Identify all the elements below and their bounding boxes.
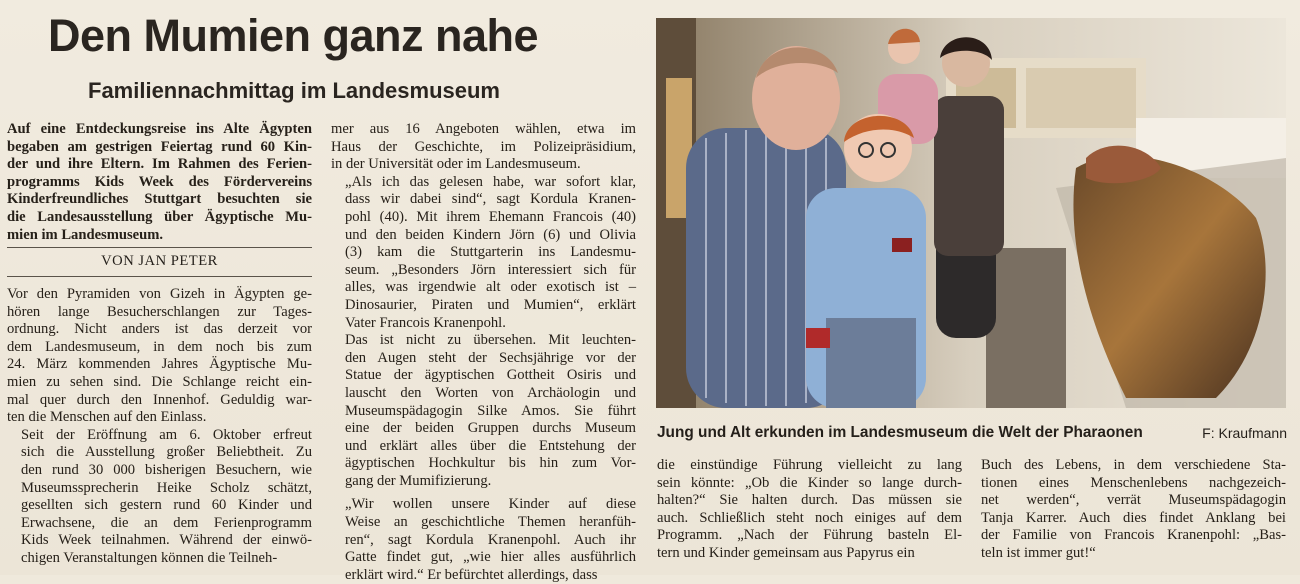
lead-paragraph <box>7 121 312 244</box>
text-line: net werden“, verrät Museumspädagogin <box>981 492 1286 509</box>
text-line: Auf eine Entdeckungsreise ins Alte Ägypten <box>7 121 312 137</box>
text-line: der und ihre Eltern. Im Rahmen des Ferien- <box>7 156 312 173</box>
text-line: seum. „Besonders Jörn interessiert sich für <box>345 261 636 278</box>
column-4 <box>981 457 1286 563</box>
text-line: alles, was irgendwie alt oder exotisch ist – <box>345 279 636 296</box>
text-line: „Wir wollen unsere Kinder auf diese <box>345 496 636 513</box>
rule-top <box>7 247 312 248</box>
text-line: „Als ich das gelesen habe, war sofort klar, <box>345 173 636 190</box>
rule-bottom <box>7 276 312 277</box>
paragraph <box>7 286 312 427</box>
photo-illustration <box>656 18 1286 408</box>
paragraph <box>7 427 312 568</box>
text-line: der Familie von Francois Kranenpohl: „Bas- <box>981 527 1286 544</box>
text-line: ordnung. Nicht anders ist das derzeit vor <box>7 321 312 338</box>
text-line: dem Landesmuseum, in dem noch bis zum <box>7 338 312 355</box>
text-line: Programm. „Nach der Führung basteln El- <box>657 527 962 544</box>
text-line: auch. Schließlich steht noch einiges auf dem <box>657 509 962 526</box>
text-line: Tanja Karrer. Auch dies findet Anklang bei <box>981 509 1286 526</box>
text-line: Kids Week teilnahmen. Während der einwö- <box>21 532 312 549</box>
photo-credit: F: Kraufmann <box>1202 425 1287 441</box>
text-line: die Landesausstellung über Ägyptische Mu- <box>7 208 312 225</box>
text-line: erklärt wird.“ Er befürchtet allerdings, dass <box>345 566 598 583</box>
text-line: Kinderfreundliches Stuttgart besuchten sie <box>7 191 312 208</box>
text-line: Museumspädagogin Silke Amos. Sie führt <box>345 402 636 419</box>
text-line: Buch des Lebens, in dem verschiedene Sta- <box>981 457 1286 473</box>
text-line: Gatte findet gut, „wie hier alles ausführlich <box>345 549 636 566</box>
text-line: programms Kids Week des Fördervereins <box>7 173 312 190</box>
text-line: die einstündige Führung vielleicht zu lang <box>657 457 962 473</box>
text-line: hören lange Besucherschlangen zur Tages- <box>7 303 312 320</box>
text-line: mer aus 16 Angeboten wählen, etwa im <box>331 121 636 137</box>
text-line: ten die Menschen auf den Einlass. <box>7 409 207 426</box>
headline: Den Mumien ganz nahe <box>48 10 539 61</box>
text-line: teln ist immer gut!“ <box>981 544 1096 561</box>
text-line: begaben am gestrigen Feiertag rund 60 Kin- <box>7 138 312 155</box>
text-line: Erwachsene, die an dem Ferienprogramm <box>21 514 312 531</box>
text-line: dass wir dabei sind“, sagt Kordula Kranen- <box>345 191 636 208</box>
text-line: 24. März kommenden Jahres Ägyptische Mu- <box>7 356 312 373</box>
text-line: sein könnte: „Ob die Kinder so lange durch- <box>657 474 962 491</box>
text-line: in der Universität oder im Landesmuseum. <box>331 156 581 173</box>
byline: VON JAN PETER <box>101 253 218 269</box>
text-line: Statue der ägyptischen Gottheit Osiris und <box>345 367 636 384</box>
text-line: Dinosaurier, Piraten und Mumien“, erklärt <box>345 296 636 313</box>
text-line: halten?“ Sie halten durch. Das müssen sie <box>657 492 962 509</box>
paragraph <box>331 174 636 332</box>
text-line: Das ist nicht zu übersehen. Mit leuchten- <box>345 332 636 349</box>
text-line: tern und Kinder gemeinsam aus Papyrus ein <box>657 544 915 561</box>
subheadline: Familiennachmittag im Landesmuseum <box>88 78 500 103</box>
text-line: gesellten sich gestern rund 60 Kinder und <box>21 497 312 514</box>
text-line: und erklärt alles über die Entstehung der <box>345 437 636 454</box>
column-1 <box>7 121 312 244</box>
text-line: den Augen steht der Sechsjährige vor der <box>345 349 636 366</box>
text-line: mien im Landesmuseum. <box>7 226 164 243</box>
paragraph <box>331 332 636 490</box>
paragraph <box>331 496 636 584</box>
text-line: ren“, sagt Kordula Kranenpohl. Auch ihr <box>345 531 636 548</box>
text-line: mal quer durch den Innenhof. Geduldig war- <box>7 391 312 408</box>
column-2 <box>331 121 636 584</box>
paragraph <box>981 457 1286 563</box>
text-line: Haus der Geschichte, im Polizeipräsidium, <box>331 138 636 155</box>
text-line: pohl (40). Mit ihrem Ehemann Francois (40) <box>345 208 636 225</box>
column-3 <box>657 457 962 563</box>
news-photo <box>656 18 1286 408</box>
text-line: mien zu sehen sind. Die Schlange reicht ein- <box>7 373 312 390</box>
text-line: Seit der Eröffnung am 6. Oktober erfreut <box>21 426 312 443</box>
text-line: chigen Veranstaltungen können die Teilneh- <box>21 549 278 566</box>
text-line: Museumssprecherin Heike Scholz schätzt, <box>21 479 312 496</box>
text-line: Weise an geschichtliche Themen heranfüh- <box>345 514 636 531</box>
text-line: Vater Francois Kranenpohl. <box>345 314 506 331</box>
text-line: eine der beiden Gruppen durchs Museum <box>345 420 636 437</box>
text-line: Vor den Pyramiden von Gizeh in Ägypten ge- <box>7 286 312 302</box>
text-line: sich die Ausstellung großer Beliebtheit. Zu <box>21 444 312 461</box>
text-line: (3) kam die Stuttgarterin ins Landesmu- <box>345 244 636 261</box>
paragraph <box>331 121 636 174</box>
text-line: und den beiden Kindern Jörn (6) und Olivia <box>345 226 636 243</box>
text-line: gang der Mumifizierung. <box>345 472 492 489</box>
text-line: ägyptischen Hochkultur bis hin zum Vor- <box>345 455 636 472</box>
text-line: tionen eines Menschenlebens nachgezeich- <box>981 474 1286 491</box>
paragraph <box>657 457 962 563</box>
text-line: lauscht den Worten von Archäologin und <box>345 384 636 401</box>
column-1-body <box>7 286 312 568</box>
photo-caption: Jung und Alt erkunden im Landesmuseum die Welt der Pharaonen <box>657 424 1143 441</box>
text-line: den rund 30 000 bisherigen Besuchern, wie <box>21 461 312 478</box>
